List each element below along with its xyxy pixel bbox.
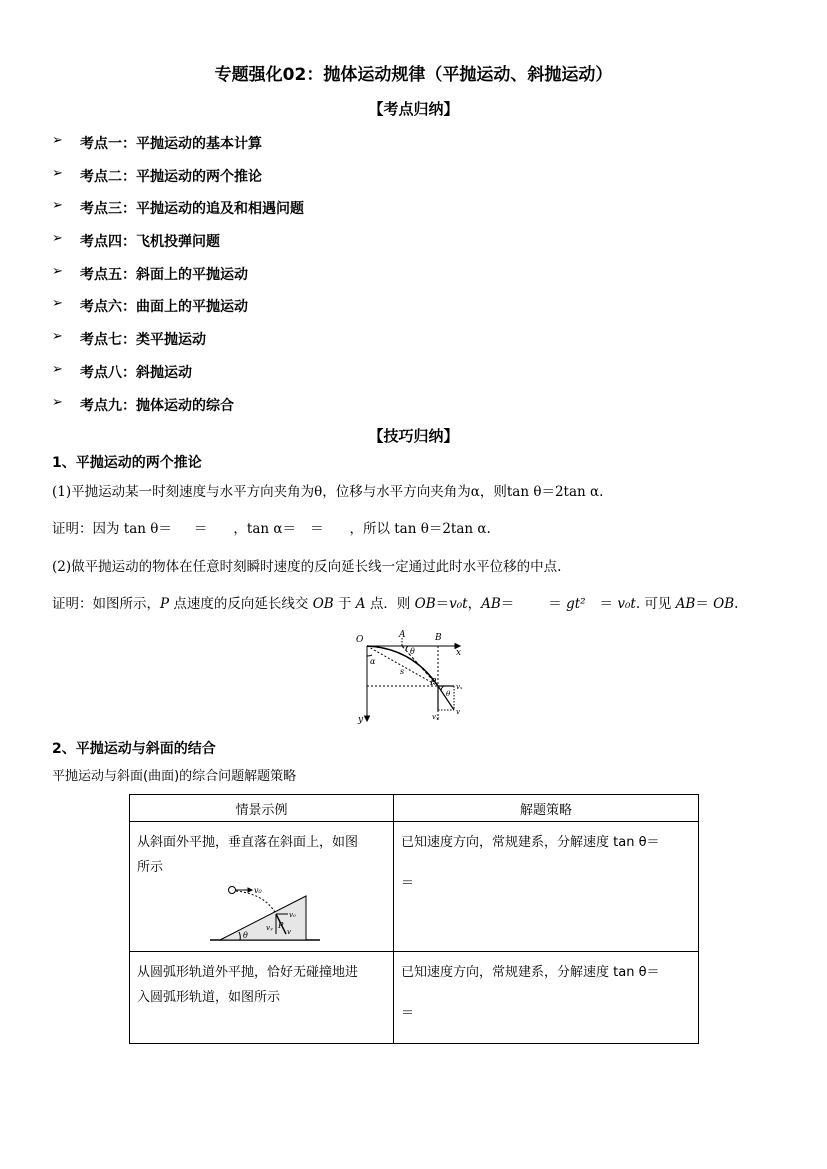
scene-cell: 从圆弧形轨道外平抛，恰好无碰撞地进 入圆弧形轨道，如图所示 (130, 952, 394, 1044)
list-item: ➢ 考点五：斜面上的平抛运动 (52, 263, 248, 283)
list-item: ➢ 考点九：抛体运动的综合 (52, 394, 234, 414)
label-vx: vₓ (456, 683, 463, 691)
list-item: ➢ 考点六：曲面上的平抛运动 (52, 296, 248, 316)
label-theta-incline: θ (243, 931, 248, 940)
arrow-bullet-icon: ➢ (52, 198, 63, 214)
proof1: 证明：因为 tan θ＝ ＝ ，tan α＝ ＝ ，所以 tan θ＝2tan α. (52, 521, 491, 537)
list-item: ➢ 考点七：类平抛运动 (52, 329, 206, 349)
label-vy-incline: vᵧ (266, 924, 273, 932)
theta-arc (406, 646, 408, 651)
incline-projectile-diagram (210, 884, 320, 946)
list-item: ➢ 考点八：斜抛运动 (52, 361, 192, 381)
label-p-incline: P (278, 921, 284, 930)
arrow-bullet-icon: ➢ (52, 296, 63, 312)
label-a: A (399, 630, 406, 640)
proof2: 证明：如图所示，P 点速度的反向延长线交 OB 于 A 点．则 OB＝v₀t，AB＝ ＝ gt² ＝ v₀t. 可见 AB＝ OB. (52, 596, 739, 612)
arrow-bullet-icon: ➢ (52, 165, 63, 181)
strategy-table (129, 794, 699, 1044)
label-v0b: v₀ (289, 911, 296, 919)
label-y: y (358, 715, 364, 724)
strategy-cell: 已知速度方向，常规建系，分解速度 tan θ＝ ＝ (394, 822, 699, 952)
displacement-line (367, 646, 438, 686)
heading-part2: 2、平抛运动与斜面的结合 (52, 741, 216, 757)
part2-intro: 平抛运动与斜面(曲面)的综合问题解题策略 (52, 769, 297, 784)
label-v0: v₀ (254, 886, 262, 895)
arrow-bullet-icon: ➢ (52, 231, 63, 247)
header-scene: 情景示例 (130, 795, 394, 822)
kaodian-list (52, 133, 304, 427)
strategy-cell: 已知速度方向，常规建系，分解速度 tan θ＝ ＝ (394, 952, 699, 1044)
label-v: v (456, 708, 460, 716)
table-row (130, 952, 699, 1044)
arrow-bullet-icon: ➢ (52, 329, 63, 345)
ball-icon (229, 887, 236, 894)
arrow-bullet-icon: ➢ (52, 361, 63, 377)
list-item: ➢ 考点一：平抛运动的基本计算 (52, 133, 262, 152)
heading-part1: 1、平抛运动的两个推论 (52, 455, 202, 471)
arrow-bullet-icon: ➢ (52, 133, 63, 148)
table-header-row (130, 795, 699, 822)
paragraph-inference2: (2)做平抛运动的物体在任意时刻瞬时速度的反向延长线一定通过此时水平位移的中点. (52, 559, 562, 575)
page-title: 专题强化02：抛体运动规律（平抛运动、斜抛运动） (214, 65, 613, 85)
section-heading-kaodian: 【考点归纳】 (368, 100, 459, 118)
projectile-inference-diagram (350, 628, 470, 724)
alpha-arc (367, 655, 372, 656)
list-item: ➢ 考点四：飞机投弹问题 (52, 231, 220, 251)
label-p: P (430, 678, 437, 688)
label-theta-p: θ (446, 690, 451, 698)
label-vy: vᵧ (432, 713, 439, 721)
header-strategy: 解题策略 (394, 795, 699, 822)
table-row (130, 822, 699, 952)
list-item: ➢ 考点三：平抛运动的追及和相遇问题 (52, 198, 304, 218)
label-b: B (435, 633, 442, 643)
section-heading-jiqiao: 【技巧归纳】 (368, 427, 459, 445)
theta-arc-p (441, 686, 444, 691)
arrow-bullet-icon: ➢ (52, 394, 63, 410)
label-s: s (400, 667, 405, 676)
label-alpha: α (370, 657, 376, 666)
v0-arrowhead (248, 888, 252, 892)
arrow-bullet-icon: ➢ (52, 263, 63, 279)
paragraph-inference1: (1)平抛运动某一时刻速度与水平方向夹角为θ，位移与水平方向夹角为α，则tan θ＝2tan α. (52, 484, 604, 500)
y-axis-arrow (365, 716, 370, 721)
scene-cell: 从斜面外平抛，垂直落在斜面上，如图 所示 v₀ v₀ vᵧ v P θ (130, 822, 394, 952)
label-v-incline: v (287, 928, 291, 936)
label-x: x (456, 648, 462, 658)
label-theta: θ (410, 647, 415, 656)
list-item: ➢ 考点二：平抛运动的两个推论 (52, 165, 262, 185)
label-o: O (356, 635, 364, 645)
